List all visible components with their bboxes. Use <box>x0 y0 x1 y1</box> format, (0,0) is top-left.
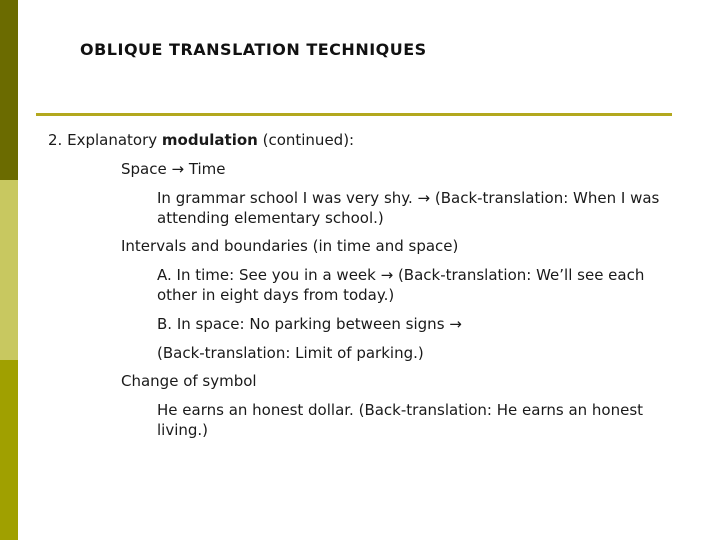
dollar-example-line1: He earns an honest dollar. (Back-translation: He earns an honest <box>157 401 644 419</box>
space-time-item: Space → Time <box>121 160 226 178</box>
parking-backtranslation: (Back-translation: Limit of parking.) <box>157 344 424 362</box>
slide-title: OBLIQUE TRANSLATION TECHNIQUES <box>80 40 427 59</box>
symbol-item: Change of symbol <box>121 372 257 390</box>
time-example-line1: A. In time: See you in a week → (Back-translation: We’ll see each <box>157 266 645 284</box>
sidebar-segment-middle <box>0 180 18 360</box>
heading-bold: modulation <box>161 131 258 149</box>
grammar-example-line2: attending elementary school.) <box>157 209 384 227</box>
section-heading <box>48 130 354 150</box>
sidebar-segment-top <box>0 0 18 180</box>
sidebar-decoration <box>0 0 18 540</box>
intervals-item: Intervals and boundaries (in time and space) <box>121 237 459 255</box>
space-example-line: B. In space: No parking between signs → <box>157 315 462 333</box>
title-divider <box>36 113 672 116</box>
sidebar-segment-bottom <box>0 360 18 540</box>
heading-number: 2. <box>48 131 63 149</box>
heading-pre: Explanatory <box>67 131 162 149</box>
heading-post: (continued): <box>257 131 355 149</box>
time-example-line2: other in eight days from today.) <box>157 286 395 304</box>
grammar-example-line1: In grammar school I was very shy. → (Back-translation: When I was <box>157 189 660 207</box>
dollar-example-line2: living.) <box>157 421 209 439</box>
